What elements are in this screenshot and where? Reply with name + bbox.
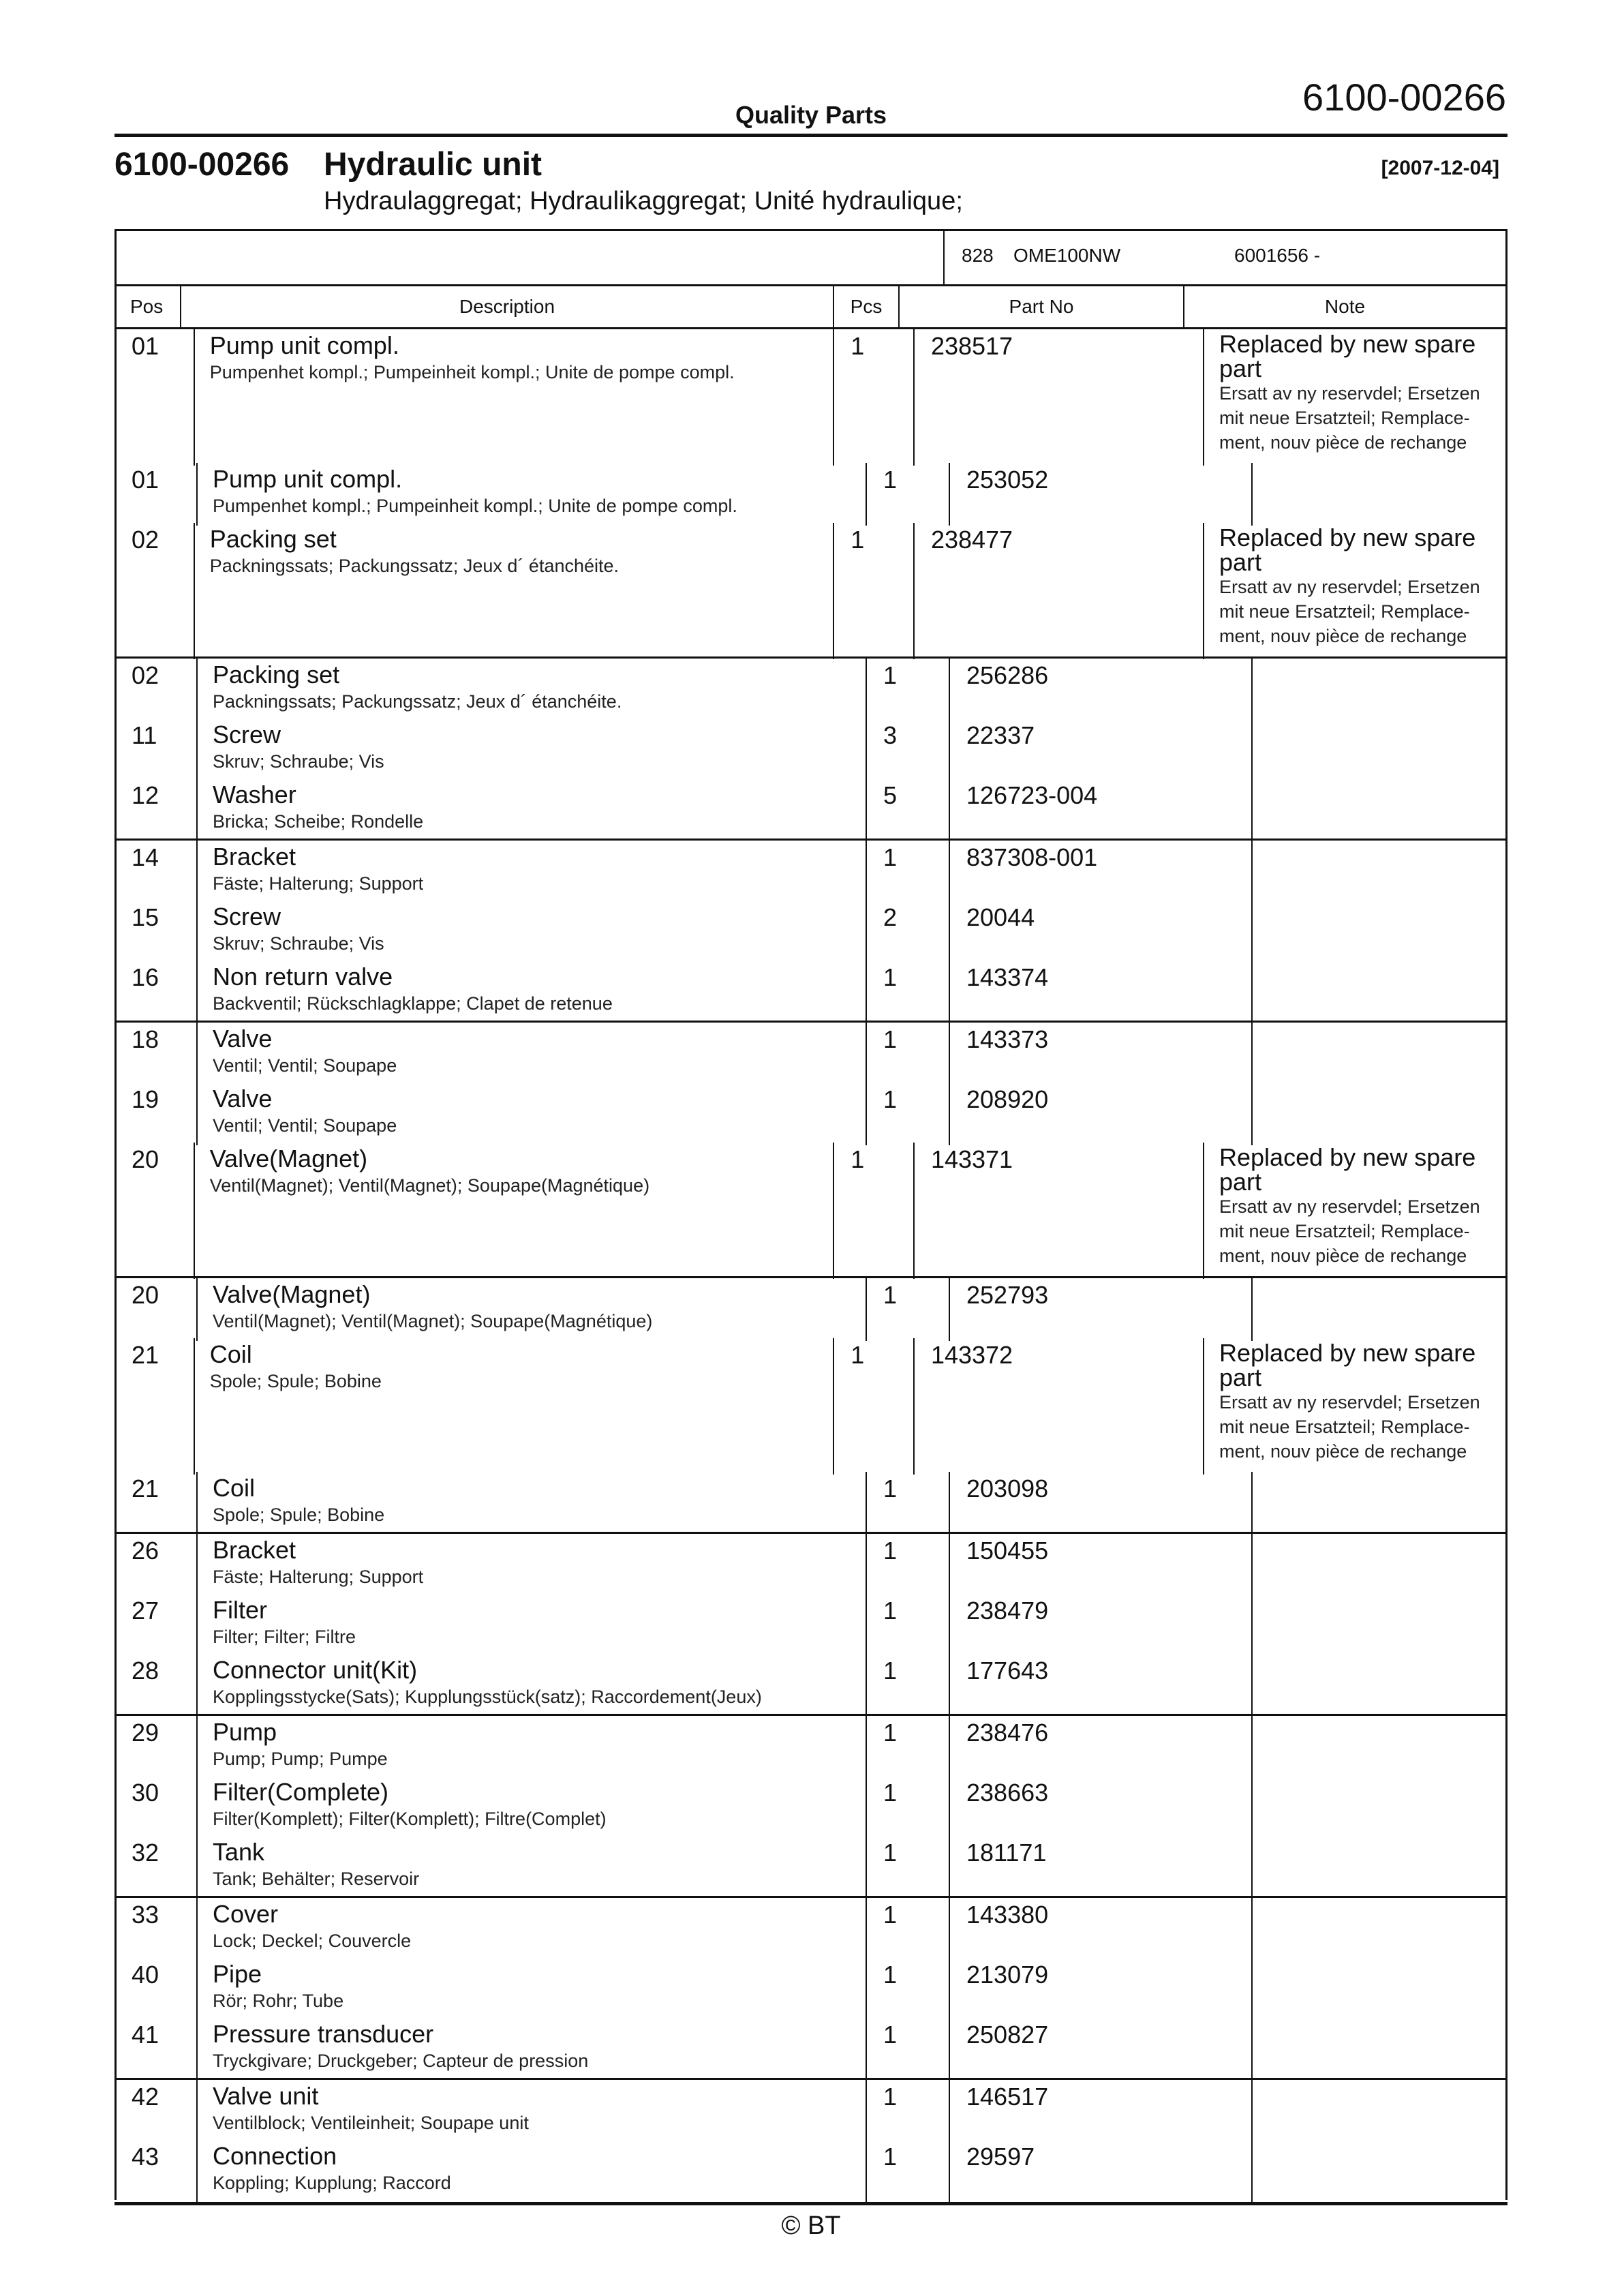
- item-group: [114, 659, 1508, 841]
- pos-cell: 42: [117, 2080, 198, 2143]
- item-translations: Skruv; Schraube; Vis: [213, 751, 384, 772]
- item-name: Packing set: [213, 661, 340, 689]
- col-header-description: Description: [181, 286, 834, 327]
- item-translations: Ventil(Magnet); Ventil(Magnet); Soupape(Magnétique): [213, 1311, 653, 1331]
- note-cell: [1253, 1836, 1505, 1899]
- parts-table: [114, 229, 1508, 2200]
- item-translations: Fäste; Halterung; Support: [213, 873, 424, 894]
- note-cell: [1253, 1534, 1505, 1597]
- part-no-cell: 213079: [950, 1958, 1253, 2021]
- part-no-cell: 143372: [915, 1338, 1204, 1475]
- description-cell: [198, 1716, 867, 1779]
- table-row: [117, 463, 1505, 523]
- note-translations: Ersatt av ny reservdel; Ersetzen mit neue Ersatzteil; Remplace-ment, nouv pièce de rechange: [1219, 1392, 1480, 1462]
- item-name: Screw: [213, 721, 281, 749]
- pos-cell: 20: [117, 1143, 195, 1279]
- note-cell: [1253, 779, 1505, 841]
- item-translations: Tank; Behälter; Reservoir: [213, 1869, 420, 1889]
- note-cell: [1253, 901, 1505, 963]
- pos-cell: 20: [117, 1278, 198, 1341]
- description-cell: [198, 1898, 867, 1961]
- pcs-cell: 1: [867, 1898, 950, 1961]
- note-cell: [1253, 1898, 1505, 1961]
- table-row: [117, 1534, 1505, 1594]
- item-name: Pump unit compl.: [209, 331, 399, 359]
- part-no-cell: 143380: [950, 1898, 1253, 1961]
- item-group: [114, 1023, 1508, 1278]
- pos-cell: 18: [117, 1023, 198, 1085]
- pcs-cell: 5: [867, 779, 950, 841]
- table-row: [117, 1338, 1505, 1472]
- table-row: [117, 1594, 1505, 1654]
- pos-cell: 27: [117, 1594, 198, 1657]
- description-cell: [198, 2140, 867, 2203]
- note-cell: [1253, 1776, 1505, 1839]
- item-name: Valve: [213, 1085, 273, 1113]
- description-cell: [198, 463, 867, 526]
- pcs-cell: 1: [867, 2080, 950, 2143]
- item-translations: Packningssats; Packungssatz; Jeux d´ étanchéite.: [209, 556, 619, 576]
- table-row: [117, 1958, 1505, 2018]
- item-name: Cover: [213, 1900, 279, 1928]
- pos-cell: 28: [117, 1654, 198, 1717]
- item-name: Valve(Magnet): [213, 1280, 371, 1308]
- item-group: [114, 1716, 1508, 1898]
- note-translations: Ersatt av ny reservdel; Ersetzen mit neue Ersatzteil; Remplace-ment, nouv pièce de rechange: [1219, 577, 1480, 646]
- note-cell: [1204, 1338, 1505, 1475]
- col-header-pcs: Pcs: [834, 286, 900, 327]
- item-translations: Koppling; Kupplung; Raccord: [213, 2173, 451, 2193]
- description-cell: [198, 1023, 867, 1085]
- pcs-cell: 1: [867, 1083, 950, 1145]
- part-no-cell: 837308-001: [950, 841, 1253, 903]
- item-name: Pump: [213, 1718, 277, 1746]
- table-row: [117, 901, 1505, 961]
- item-translations: Spole; Spule; Bobine: [209, 1371, 382, 1391]
- description-cell: [198, 901, 867, 963]
- pcs-cell: 1: [867, 1776, 950, 1839]
- note-cell: [1204, 329, 1505, 466]
- table-row: [117, 961, 1505, 1021]
- note-cell: [1253, 2018, 1505, 2081]
- part-no-cell: 177643: [950, 1654, 1253, 1717]
- pos-cell: 16: [117, 961, 198, 1023]
- pcs-cell: 1: [834, 329, 915, 466]
- footer-copyright: © BT: [781, 2211, 841, 2240]
- pos-cell: 30: [117, 1776, 198, 1839]
- model-serial: 6001656 -: [1234, 245, 1321, 266]
- item-translations: Spole; Spule; Bobine: [213, 1505, 385, 1525]
- pos-cell: 26: [117, 1534, 198, 1597]
- description-cell: [198, 719, 867, 781]
- pos-cell: 40: [117, 1958, 198, 2021]
- note-cell: [1253, 1083, 1505, 1145]
- item-name: Filter: [213, 1596, 267, 1624]
- pcs-cell: 1: [834, 1338, 915, 1475]
- note-cell: [1253, 1023, 1505, 1085]
- item-name: Pump unit compl.: [213, 465, 403, 493]
- table-row: [117, 1023, 1505, 1083]
- table-body: [114, 329, 1508, 2200]
- document-number: 6100-00266: [1302, 76, 1506, 119]
- part-no-cell: 253052: [950, 463, 1253, 526]
- table-row: [117, 779, 1505, 839]
- note-translations: Ersatt av ny reservdel; Ersetzen mit neue Ersatzteil; Remplace-ment, nouv pièce de rechange: [1219, 383, 1480, 453]
- item-name: Non return valve: [213, 963, 393, 991]
- note-cell: [1253, 2080, 1505, 2143]
- note-cell: [1253, 1716, 1505, 1779]
- part-no-cell: 126723-004: [950, 779, 1253, 841]
- pcs-cell: 1: [867, 1023, 950, 1085]
- col-header-part-no: Part No: [900, 286, 1184, 327]
- description-cell: [195, 1338, 835, 1475]
- item-translations: Tryckgivare; Druckgeber; Capteur de pression: [213, 2051, 589, 2071]
- note-text: Replaced by new spare part: [1219, 524, 1476, 576]
- item-name: Screw: [213, 903, 281, 931]
- pos-cell: 02: [117, 659, 198, 721]
- part-no-cell: 181171: [950, 1836, 1253, 1899]
- note-cell: [1253, 961, 1505, 1023]
- item-translations: Fäste; Halterung; Support: [213, 1567, 424, 1587]
- pcs-cell: 1: [867, 1716, 950, 1779]
- part-no-cell: 256286: [950, 659, 1253, 721]
- pcs-cell: 1: [867, 1278, 950, 1341]
- table-row: [117, 1898, 1505, 1958]
- description-cell: [198, 779, 867, 841]
- pcs-cell: 1: [867, 841, 950, 903]
- table-row: [117, 2018, 1505, 2078]
- part-no-cell: 238476: [950, 1716, 1253, 1779]
- item-name: Coil: [213, 1474, 256, 1502]
- table-row: [117, 1278, 1505, 1338]
- note-cell: [1253, 719, 1505, 781]
- pos-cell: 33: [117, 1898, 198, 1961]
- pos-cell: 14: [117, 841, 198, 903]
- item-translations: Filter(Komplett); Filter(Komplett); Filtre(Complet): [213, 1809, 607, 1829]
- pos-cell: 21: [117, 1338, 195, 1475]
- table-row: [117, 719, 1505, 779]
- part-title: Hydraulic unit: [324, 147, 542, 183]
- item-translations: Ventil; Ventil; Soupape: [213, 1115, 397, 1136]
- item-translations: Pumpenhet kompl.; Pumpeinheit kompl.; Unite de pompe compl.: [213, 496, 737, 516]
- header-title: Quality Parts: [735, 101, 887, 129]
- table-row: [117, 1836, 1505, 1896]
- item-name: Valve(Magnet): [209, 1145, 368, 1173]
- item-name: Washer: [213, 781, 296, 809]
- col-header-note: Note: [1324, 296, 1366, 317]
- description-cell: [198, 1278, 867, 1341]
- note-cell: [1253, 1278, 1505, 1341]
- table-row: [117, 659, 1505, 719]
- item-group: [114, 329, 1508, 659]
- pcs-cell: 1: [867, 2140, 950, 2203]
- pos-cell: 43: [117, 2140, 198, 2203]
- part-no-cell: 143371: [915, 1143, 1204, 1279]
- part-no-cell: 22337: [950, 719, 1253, 781]
- pos-cell: 19: [117, 1083, 198, 1145]
- table-row: [117, 1083, 1505, 1143]
- item-name: Packing set: [209, 525, 337, 553]
- pcs-cell: 1: [867, 659, 950, 721]
- item-name: Coil: [209, 1340, 252, 1368]
- note-text: Replaced by new spare part: [1219, 1339, 1476, 1391]
- part-no-cell: 250827: [950, 2018, 1253, 2081]
- part-no-cell: 29597: [950, 2140, 1253, 2203]
- description-cell: [198, 2080, 867, 2143]
- item-name: Bracket: [213, 1536, 296, 1564]
- item-name: Connection: [213, 2142, 337, 2170]
- pcs-cell: 2: [867, 901, 950, 963]
- pcs-cell: 1: [867, 961, 950, 1023]
- pcs-cell: 1: [867, 1594, 950, 1657]
- item-translations: Lock; Deckel; Couvercle: [213, 1931, 412, 1951]
- item-translations: Rör; Rohr; Tube: [213, 1991, 344, 2011]
- table-row: [117, 523, 1505, 656]
- note-cell: [1253, 1472, 1505, 1535]
- part-no-cell: 143373: [950, 1023, 1253, 1085]
- part-no-cell: 203098: [950, 1472, 1253, 1535]
- item-name: Pipe: [213, 1960, 262, 1988]
- item-name: Connector unit(Kit): [213, 1656, 418, 1684]
- item-name: Valve unit: [213, 2082, 319, 2110]
- description-cell: [198, 1083, 867, 1145]
- table-header: [114, 284, 1508, 329]
- model-code: 828: [962, 245, 994, 266]
- table-row: [117, 1654, 1505, 1714]
- footer-divider: [114, 2202, 1508, 2205]
- item-translations: Pump; Pump; Pumpe: [213, 1749, 388, 1769]
- part-no-cell: 150455: [950, 1534, 1253, 1597]
- table-row: [117, 1716, 1505, 1776]
- pcs-cell: 1: [834, 1143, 915, 1279]
- pos-cell: 41: [117, 2018, 198, 2081]
- table-row: [117, 2140, 1505, 2200]
- item-translations: Ventilblock; Ventileinheit; Soupape unit: [213, 2113, 529, 2133]
- item-name: Bracket: [213, 843, 296, 871]
- item-translations: Backventil; Rückschlagklappe; Clapet de retenue: [213, 993, 613, 1014]
- item-group: [114, 1278, 1508, 1534]
- pos-cell: 12: [117, 779, 198, 841]
- item-translations: Bricka; Scheibe; Rondelle: [213, 811, 424, 832]
- model-box: [114, 229, 1508, 284]
- pcs-cell: 1: [867, 463, 950, 526]
- description-cell: [198, 841, 867, 903]
- description-cell: [198, 2018, 867, 2081]
- pos-cell: 02: [117, 523, 195, 659]
- pcs-cell: 1: [867, 1958, 950, 2021]
- pcs-cell: 1: [867, 1534, 950, 1597]
- pcs-cell: 1: [867, 1472, 950, 1535]
- description-cell: [198, 1472, 867, 1535]
- part-no-cell: 20044: [950, 901, 1253, 963]
- table-row: [117, 1776, 1505, 1836]
- col-header-pos: Pos: [117, 286, 181, 327]
- part-no-cell: 143374: [950, 961, 1253, 1023]
- table-row: [117, 2080, 1505, 2140]
- description-cell: [195, 329, 835, 466]
- part-no-cell: 238663: [950, 1776, 1253, 1839]
- item-translations: Ventil; Ventil; Soupape: [213, 1055, 397, 1076]
- pcs-cell: 3: [867, 719, 950, 781]
- part-no-cell: 208920: [950, 1083, 1253, 1145]
- item-translations: Pumpenhet kompl.; Pumpeinheit kompl.; Unite de pompe compl.: [209, 362, 735, 382]
- note-cell: [1253, 659, 1505, 721]
- note-cell: [1253, 841, 1505, 903]
- item-name: Tank: [213, 1838, 265, 1866]
- part-no-cell: 238517: [915, 329, 1204, 466]
- note-text: Replaced by new spare part: [1219, 1143, 1476, 1196]
- table-row: [117, 329, 1505, 463]
- note-text: Replaced by new spare part: [1219, 330, 1476, 382]
- note-cell: [1253, 1958, 1505, 2021]
- description-cell: [198, 659, 867, 721]
- note-cell: [1253, 1654, 1505, 1717]
- item-group: [114, 2080, 1508, 2200]
- table-row: [117, 1143, 1505, 1276]
- note-cell: [1253, 1594, 1505, 1657]
- note-translations: Ersatt av ny reservdel; Ersetzen mit neue Ersatzteil; Remplace-ment, nouv pièce de rechange: [1219, 1196, 1480, 1266]
- part-date: [2007-12-04]: [1381, 157, 1499, 179]
- pos-cell: 32: [117, 1836, 198, 1899]
- part-number: 6100-00266: [114, 147, 290, 183]
- item-name: Pressure transducer: [213, 2020, 434, 2048]
- note-cell: [1204, 1143, 1505, 1279]
- description-cell: [198, 1958, 867, 2021]
- part-no-cell: 238479: [950, 1594, 1253, 1657]
- note-cell: [1253, 463, 1505, 526]
- table-row: [117, 1472, 1505, 1532]
- item-name: Filter(Complete): [213, 1778, 389, 1806]
- pos-cell: 11: [117, 719, 198, 781]
- item-group: [114, 1534, 1508, 1716]
- description-cell: [198, 961, 867, 1023]
- model-name: OME100NW: [1013, 245, 1121, 266]
- part-no-cell: 252793: [950, 1278, 1253, 1341]
- item-name: Valve: [213, 1025, 273, 1053]
- pos-cell: 01: [117, 329, 195, 466]
- description-cell: [195, 1143, 835, 1279]
- part-no-cell: 146517: [950, 2080, 1253, 2143]
- pos-cell: 29: [117, 1716, 198, 1779]
- description-cell: [198, 1654, 867, 1717]
- item-translations: Filter; Filter; Filtre: [213, 1627, 356, 1647]
- pcs-cell: 1: [867, 1836, 950, 1899]
- description-cell: [198, 1534, 867, 1597]
- item-translations: Skruv; Schraube; Vis: [213, 933, 384, 954]
- item-translations: Ventil(Magnet); Ventil(Magnet); Soupape(Magnétique): [209, 1175, 650, 1196]
- item-group: [114, 841, 1508, 1023]
- note-cell: [1253, 2140, 1505, 2203]
- item-group: [114, 1898, 1508, 2080]
- table-row: [117, 841, 1505, 901]
- item-translations: Packningssats; Packungssatz; Jeux d´ étanchéite.: [213, 691, 622, 712]
- note-cell: [1204, 523, 1505, 659]
- header-divider: [114, 134, 1508, 137]
- part-subtitle: Hydraulaggregat; Hydraulikaggregat; Unité hydraulique;: [324, 187, 963, 215]
- pcs-cell: 1: [834, 523, 915, 659]
- item-translations: Kopplingsstycke(Sats); Kupplungsstück(satz); Raccordement(Jeux): [213, 1687, 762, 1707]
- description-cell: [198, 1776, 867, 1839]
- pos-cell: 01: [117, 463, 198, 526]
- pos-cell: 21: [117, 1472, 198, 1535]
- description-cell: [198, 1836, 867, 1899]
- part-no-cell: 238477: [915, 523, 1204, 659]
- description-cell: [195, 523, 835, 659]
- pos-cell: 15: [117, 901, 198, 963]
- pcs-cell: 1: [867, 2018, 950, 2081]
- pcs-cell: 1: [867, 1654, 950, 1717]
- description-cell: [198, 1594, 867, 1657]
